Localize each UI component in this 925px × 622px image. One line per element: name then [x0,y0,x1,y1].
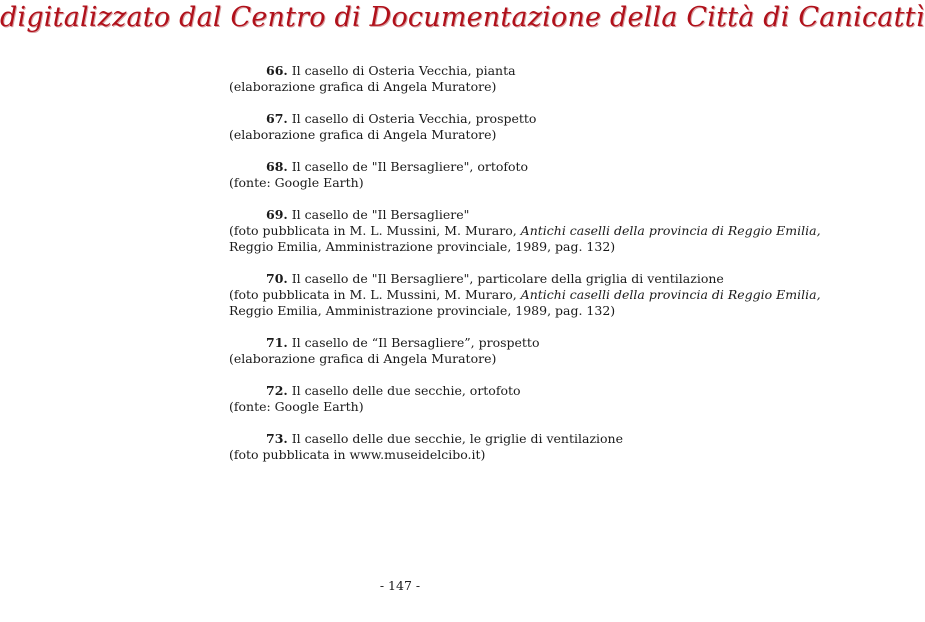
caption-source: (elaborazione grafica di Angela Muratore) [229,79,497,94]
caption-number: 71. [266,335,288,350]
caption-title: Il casello delle due secchie, le griglie di ventilazione [287,431,624,446]
caption-title: Il casello de "Il Bersagliere", particolare della griglia di ventilazione [287,271,724,286]
caption-entry-73 [229,431,769,463]
caption-source: (fonte: Google Earth) [229,175,364,190]
caption-title: Il casello delle due secchie, ortofoto [287,383,521,398]
source-book-title: Antichi caselli della provincia di Reggio Emilia, [520,287,821,302]
page-number: - 147 - [379,578,421,593]
caption-source [229,223,821,239]
caption-title: Il casello de “Il Bersagliere”, prospetto [287,335,540,350]
caption-title-line [229,63,769,79]
digitization-watermark: digitalizzato dal Centro di Documentazione della Città di Canicattì [0,2,925,33]
caption-title-line [229,383,769,399]
caption-source: (foto pubblicata in www.museidelcibo.it) [229,447,486,462]
caption-title-line [229,431,769,447]
caption-number: 72. [266,383,288,398]
caption-entry-69 [229,207,821,255]
caption-number: 66. [266,63,288,78]
caption-number: 69. [266,207,288,222]
source-authors: (foto pubblicata in M. L. Mussini, M. Muraro, [229,287,521,302]
caption-source: (elaborazione grafica di Angela Muratore) [229,127,497,142]
caption-entry-72 [229,383,769,415]
caption-source: (fonte: Google Earth) [229,399,364,414]
caption-number: 70. [266,271,288,286]
figure-caption-list [229,63,821,479]
caption-title: Il casello di Osteria Vecchia, pianta [287,63,516,78]
caption-source-publisher: Reggio Emilia, Amministrazione provinciale, 1989, pag. 132) [229,239,616,254]
caption-entry-71 [229,335,769,367]
caption-title-line [229,207,769,223]
caption-title: Il casello de "Il Bersagliere", ortofoto [287,159,529,174]
caption-title-line [229,111,769,127]
caption-title: Il casello de "Il Bersagliere" [287,207,470,222]
caption-title-line [229,159,769,175]
source-book-title: Antichi caselli della provincia di Reggio Emilia, [520,223,821,238]
caption-title: Il casello di Osteria Vecchia, prospetto [287,111,537,126]
caption-number: 68. [266,159,288,174]
caption-source: (elaborazione grafica di Angela Muratore) [229,351,497,366]
caption-source [229,287,821,303]
caption-entry-68 [229,159,769,191]
caption-number: 67. [266,111,288,126]
caption-source-publisher: Reggio Emilia, Amministrazione provinciale, 1989, pag. 132) [229,303,616,318]
caption-title-line [229,335,769,351]
source-authors: (foto pubblicata in M. L. Mussini, M. Muraro, [229,223,521,238]
caption-entry-66 [229,63,769,95]
caption-entry-70 [229,271,821,319]
caption-entry-67 [229,111,769,143]
caption-title-line [229,271,769,287]
caption-number: 73. [266,431,288,446]
